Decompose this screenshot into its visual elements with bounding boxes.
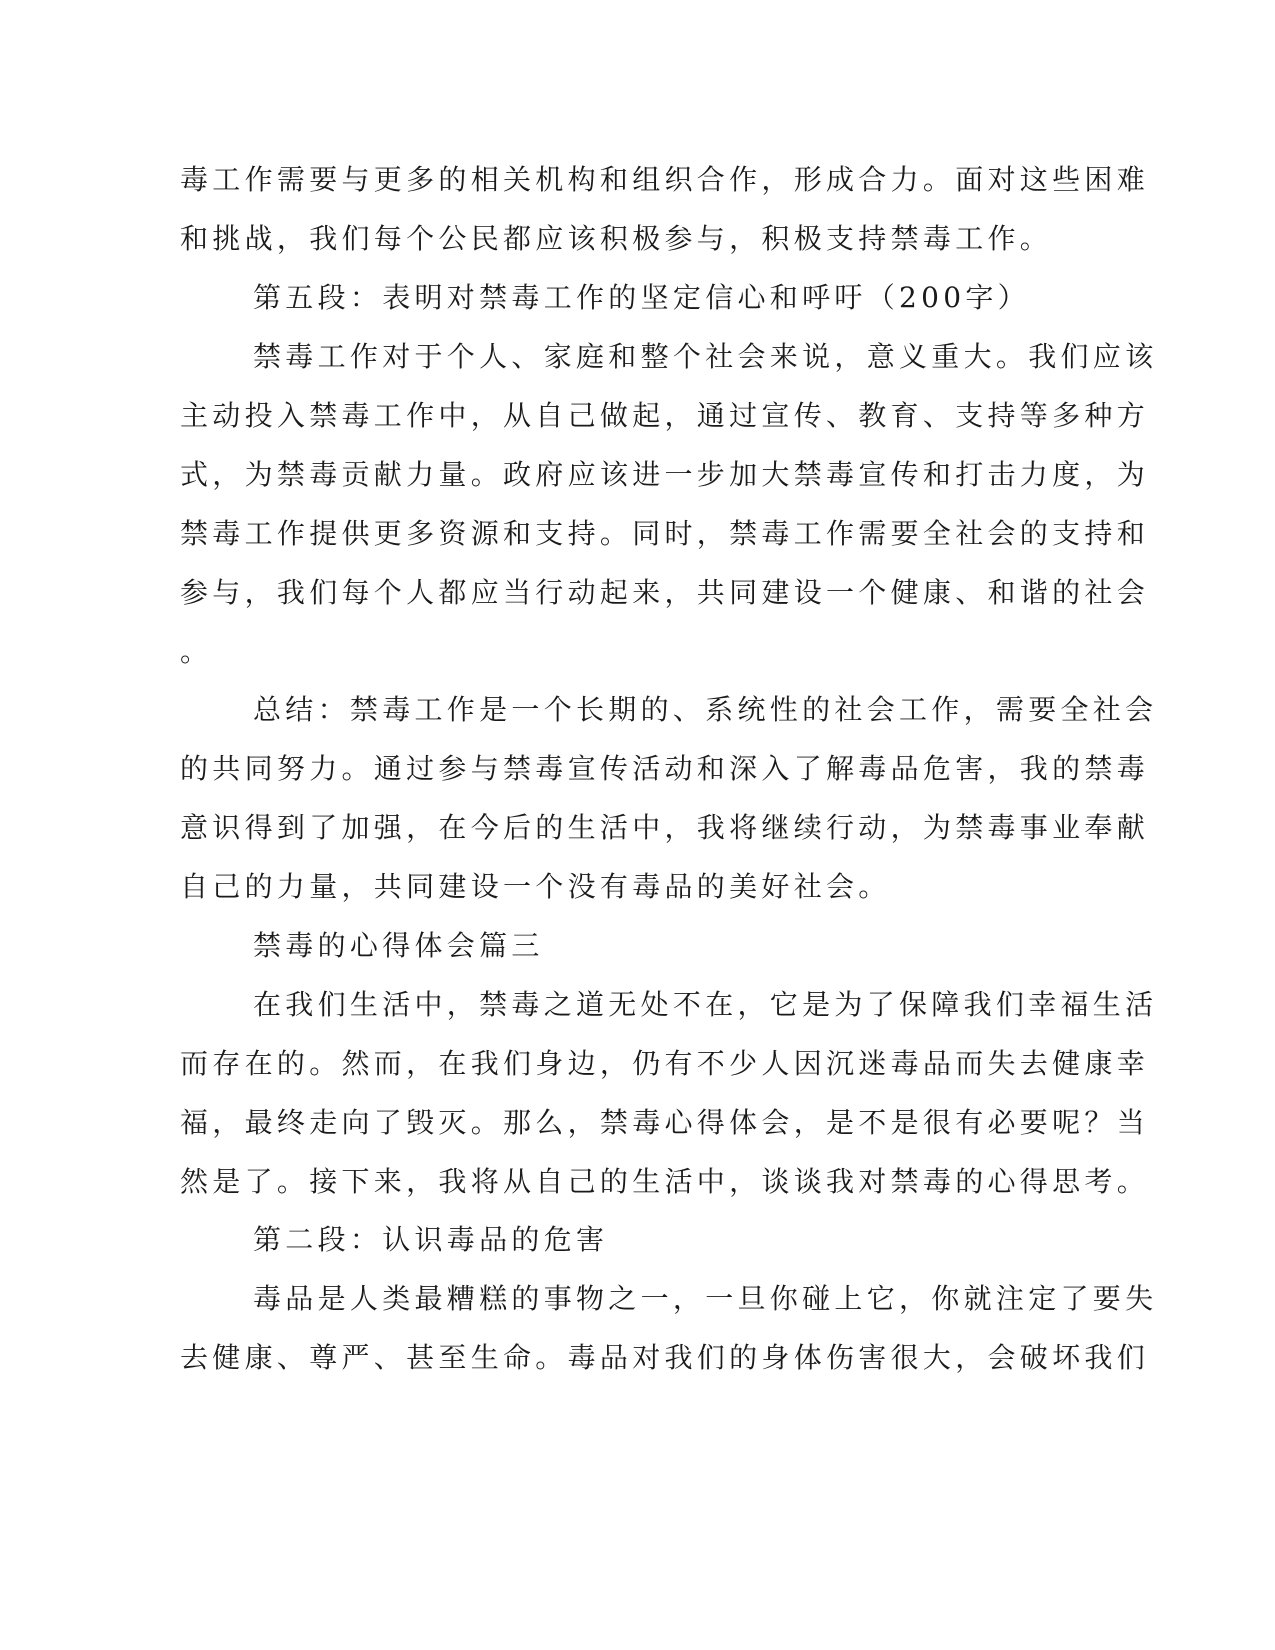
section-heading: 第五段：表明对禁毒工作的坚定信心和呼吁（200字） (253, 281, 1030, 314)
text-line: 自己的力量，共同建设一个没有毒品的美好社会。 (180, 870, 891, 903)
text-line: 去健康、尊严、甚至生命。毒品对我们的身体伤害很大，会破坏我们 (180, 1341, 1150, 1374)
section-heading: 禁毒的心得体会篇三 (253, 929, 544, 962)
text-line: 毒工作需要与更多的相关机构和组织合作，形成合力。面对这些困难 (180, 163, 1150, 196)
text-line: 然是了。接下来，我将从自己的生活中，谈谈我对禁毒的心得思考。 (180, 1165, 1150, 1198)
text-line: 参与，我们每个人都应当行动起来，共同建设一个健康、和谐的社会 (180, 576, 1150, 609)
text-line: 和挑战，我们每个公民都应该积极参与，积极支持禁毒工作。 (180, 222, 1053, 255)
text-line: 而存在的。然而，在我们身边，仍有不少人因沉迷毒品而失去健康幸 (180, 1047, 1150, 1080)
text-line: 。 (180, 635, 213, 668)
text-line: 在我们生活中，禁毒之道无处不在，它是为了保障我们幸福生活 (253, 988, 1158, 1021)
text-line: 式，为禁毒贡献力量。政府应该进一步加大禁毒宣传和打击力度，为 (180, 458, 1150, 491)
text-line: 毒品是人类最糟糕的事物之一，一旦你碰上它，你就注定了要失 (253, 1282, 1158, 1315)
text-line: 意识得到了加强，在今后的生活中，我将继续行动，为禁毒事业奉献 (180, 811, 1150, 844)
text-line: 禁毒工作对于个人、家庭和整个社会来说，意义重大。我们应该 (253, 340, 1158, 373)
text-line: 的共同努力。通过参与禁毒宣传活动和深入了解毒品危害，我的禁毒 (180, 752, 1150, 785)
text-line: 福，最终走向了毁灭。那么，禁毒心得体会，是不是很有必要呢？当 (180, 1106, 1150, 1139)
text-line: 总结：禁毒工作是一个长期的、系统性的社会工作，需要全社会 (253, 693, 1158, 726)
text-line: 禁毒工作提供更多资源和支持。同时，禁毒工作需要全社会的支持和 (180, 517, 1150, 550)
section-heading: 第二段：认识毒品的危害 (253, 1223, 609, 1256)
text-line: 主动投入禁毒工作中，从自己做起，通过宣传、教育、支持等多种方 (180, 399, 1150, 432)
